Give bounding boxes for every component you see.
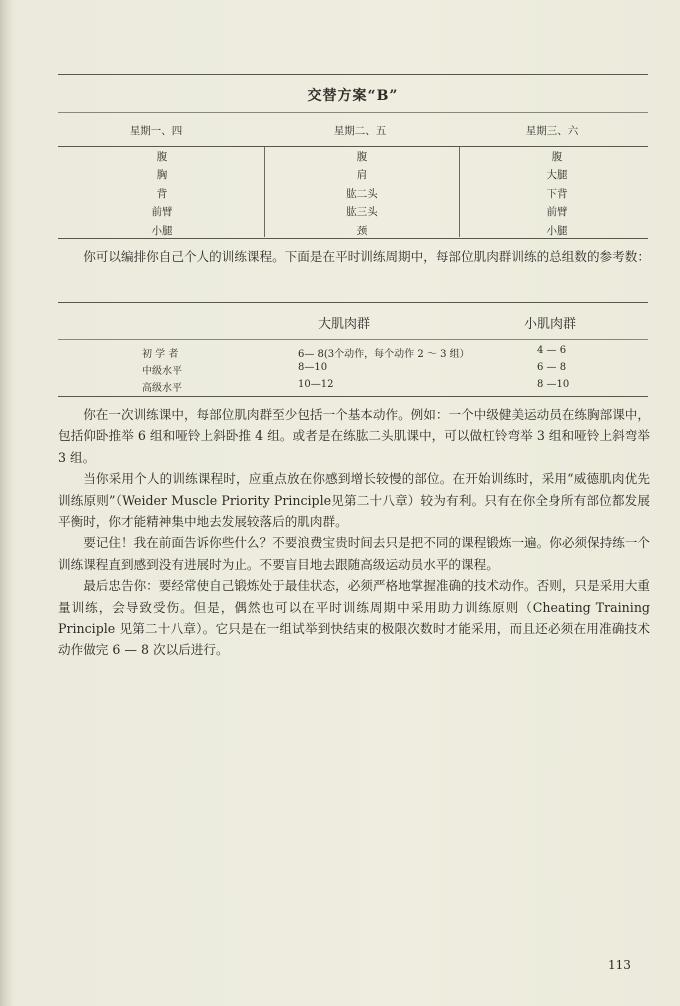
- table-cell: 腹: [156, 151, 168, 163]
- paragraph: 要记住！我在前面告诉你些什么？不要浪费宝贵时间去只是把不同的课程锻炼一遍。你必须保持练一个训练课程直到感到没有进展时为止。不要盲目地去跟随高级运动员水平的课程。: [58, 535, 650, 572]
- intro-paragraph: 你可以编排你自己个人的训练课程。下面是在平时训练周期中，每部位肌肉群训练的总组数的参考数：: [83, 249, 650, 264]
- paragraph: 最后忠告你：要经常使自己锻炼处于最佳状态，必须严格地掌握准确的技术动作。否则，只是采用大重量训练，会导致受伤。但是，偶然也可以在平时训练周期中采用助力训练原则（Cheating Training Principle 见第二十八章）。它只是在一组试举到快结束的极限次数时才能采用，而且还必须在用准确技术动作做完 6 — 8 次以后进行。: [58, 578, 650, 658]
- column-header-wed-sat: 星期三、六: [525, 125, 579, 137]
- sets-header-rule: [58, 339, 648, 340]
- paragraph: 当你采用个人的训练课程时，应重点放在你感到增长较慢的部位。在开始训练时，采用“威德肌肉优先训练原则”（Weider Muscle Priority Principle见第二十八章）较为有利。只有在你全身所有部位都发展平衡时，你才能精神集中地去发展较落后的肌肉群。: [58, 471, 650, 530]
- schedule-column: [64, 148, 260, 240]
- column-header-tue-fri: 星期二、五: [333, 125, 387, 137]
- table-cell: 腹: [356, 151, 368, 163]
- table-bottom-rule: [58, 238, 648, 239]
- table-cell: 背: [156, 187, 168, 200]
- table-cell: 肱二头: [346, 187, 378, 200]
- small-muscle-header: 小肌肉群: [524, 317, 577, 332]
- schedule-table-title: 交替方案“B”: [307, 88, 399, 104]
- table-cell: 前臂: [546, 206, 568, 219]
- level-intermediate: 中级水平: [142, 366, 182, 377]
- table-cell: 小腿: [151, 224, 173, 237]
- body-text: [58, 404, 650, 661]
- large-sets-beginner: 6— 8(3个动作，每个动作 2 ～ 3 组）: [298, 349, 470, 360]
- level-beginner: 初 学 者: [142, 349, 179, 360]
- paragraph: 你在一次训练课中，每部位肌肉群至少包括一个基本动作。例如：一个中级健美运动员在练胸部课中，包括仰卧推举 6 组和哑铃上斜卧推 4 组。或者是在练肱二头肌课中，可以做杠铃弯举 3 组和哑铃上斜弯举 3 组。: [58, 407, 650, 465]
- sets-table-top-rule: [58, 302, 648, 303]
- table-cell: 腹: [551, 151, 563, 163]
- table-cell: 小腿: [546, 224, 568, 237]
- column-header-mon-thu: 星期一、四: [129, 125, 183, 137]
- page-number: 113: [608, 958, 631, 972]
- large-sets-intermediate: 8—10: [298, 362, 328, 373]
- schedule-column: [459, 148, 655, 240]
- level-advanced: 高级水平: [142, 383, 182, 394]
- table-cell: 下背: [546, 187, 568, 200]
- table-cell: 肩: [356, 169, 368, 182]
- table-cell: 颈: [356, 224, 368, 237]
- small-sets-intermediate: 6 — 8: [537, 362, 567, 373]
- small-sets-beginner: 4 — 6: [537, 345, 567, 356]
- table-cell: 前臂: [151, 206, 173, 219]
- large-muscle-header: 大肌肉群: [318, 317, 371, 332]
- large-sets-advanced: 10—12: [298, 379, 334, 390]
- table-cell: 肱三头: [346, 206, 378, 219]
- table-top-rule: [58, 74, 648, 75]
- table-cell: 胸: [156, 169, 168, 182]
- schedule-column: [264, 148, 460, 240]
- table-cell: 大腿: [546, 169, 568, 182]
- title-rule: [58, 112, 648, 113]
- small-sets-advanced: 8 —10: [537, 379, 570, 390]
- header-rule: [58, 146, 648, 147]
- sets-table-bottom-rule: [58, 396, 648, 397]
